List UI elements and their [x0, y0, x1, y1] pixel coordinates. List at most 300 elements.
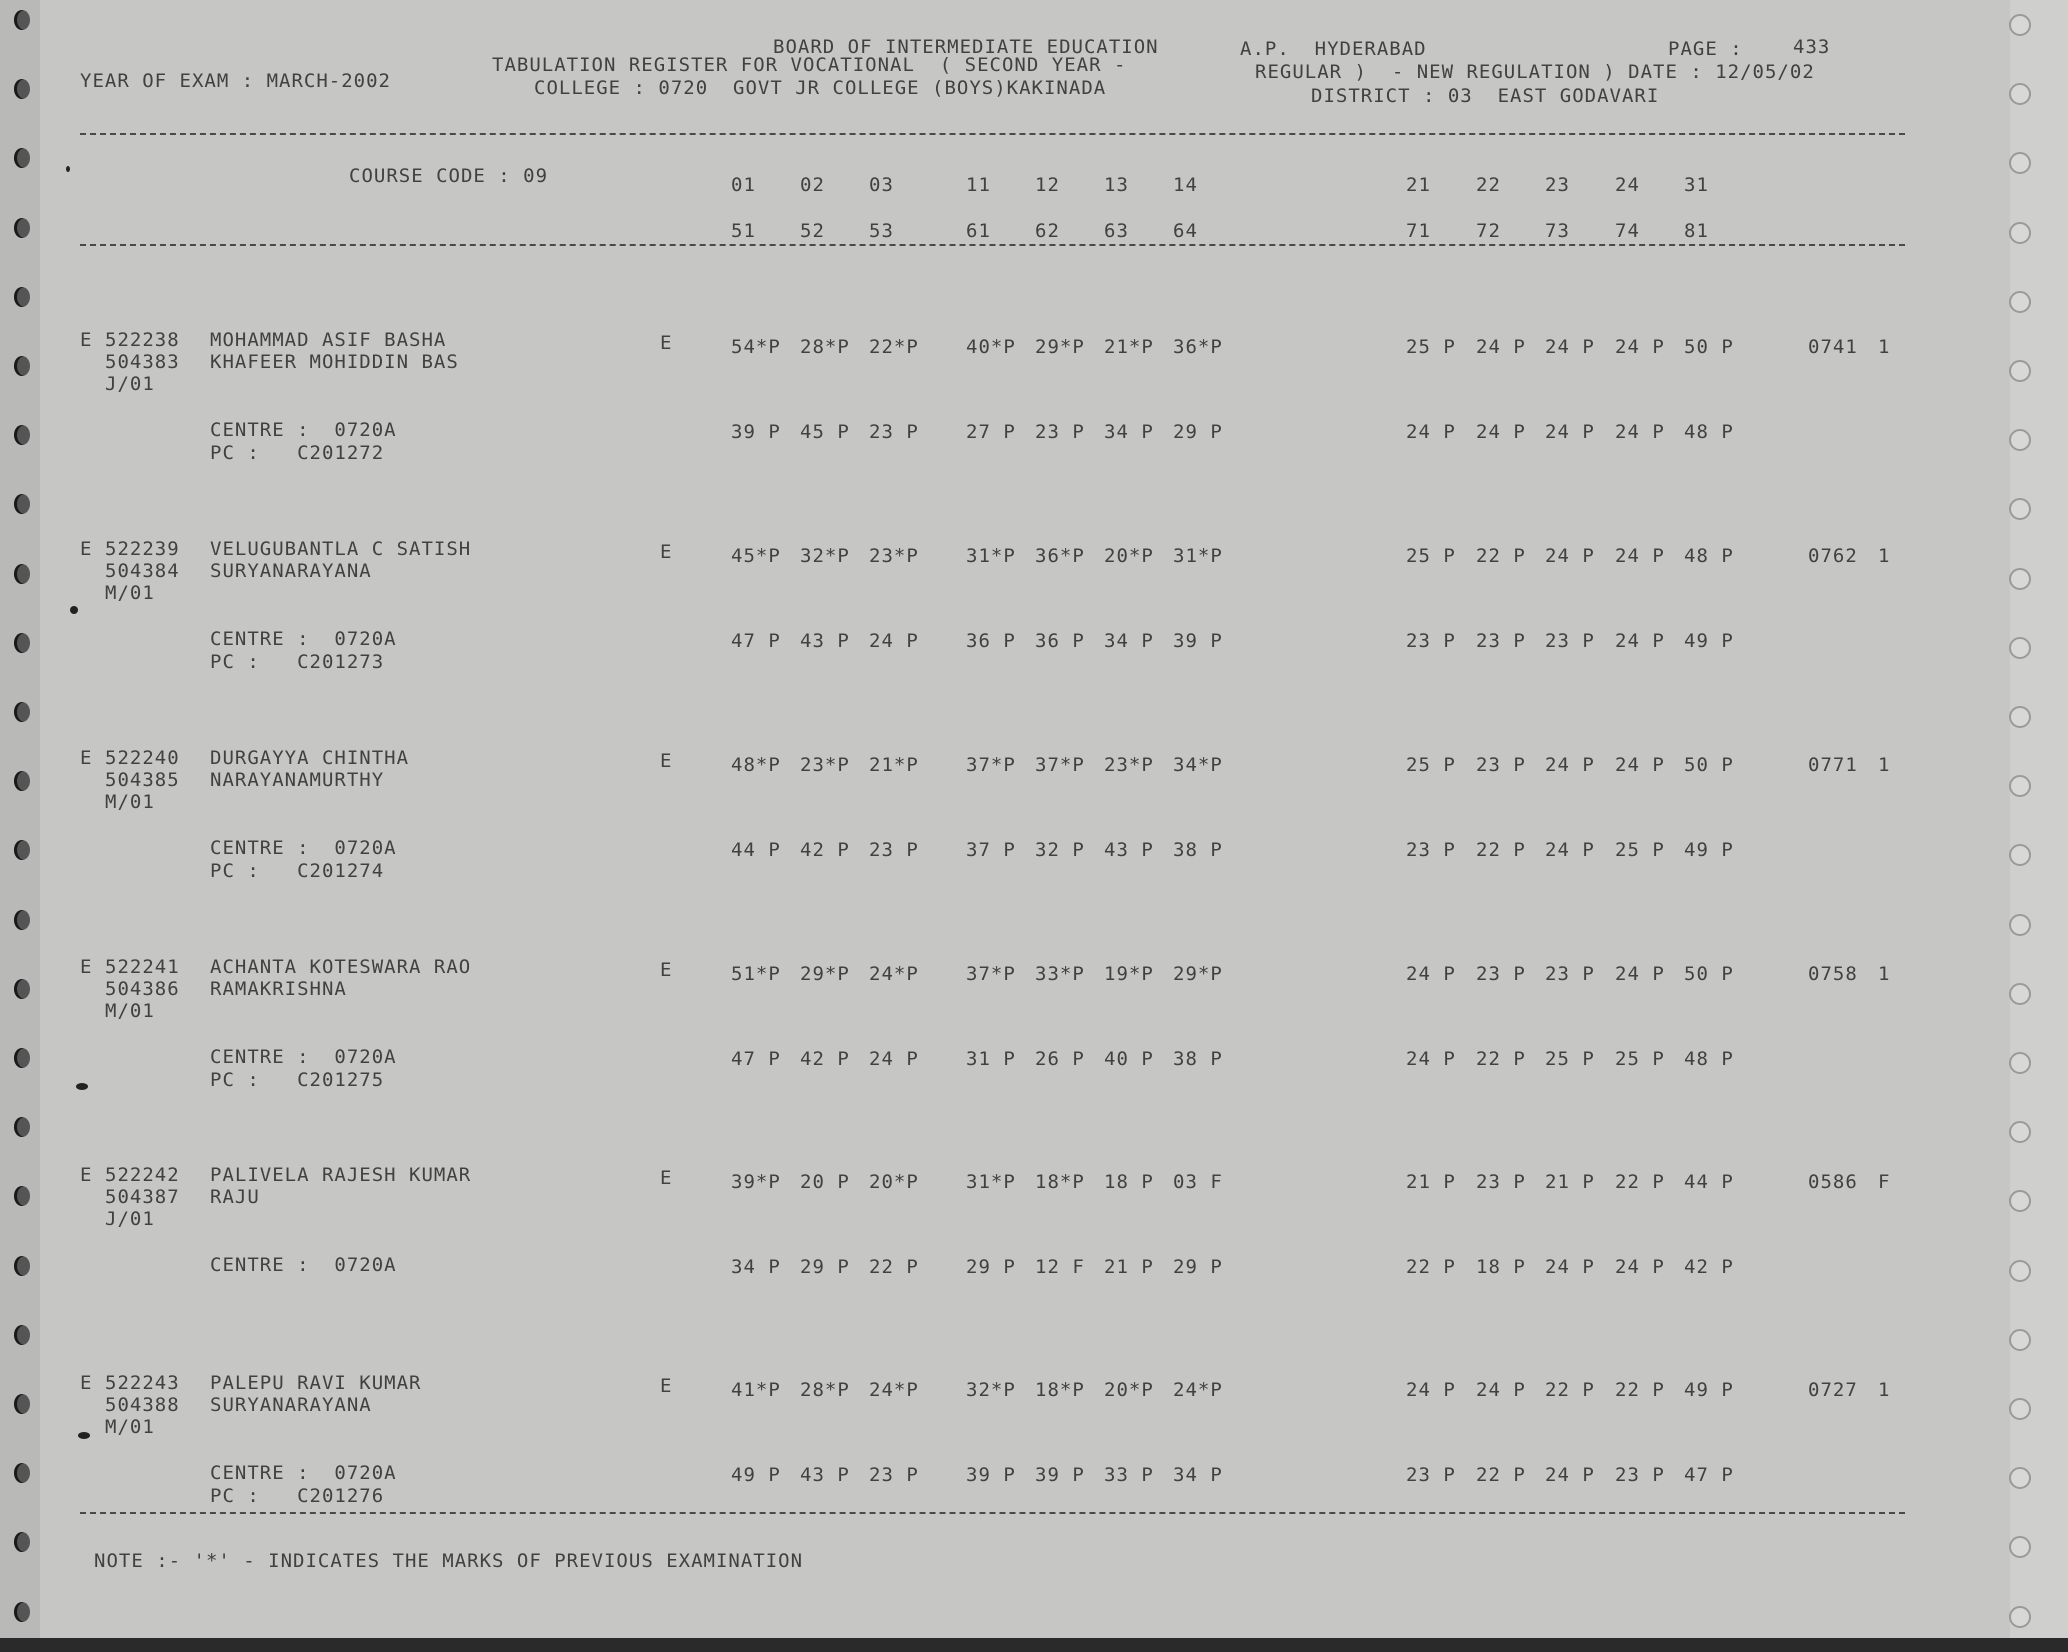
mark-cell: 23 P: [1476, 1171, 1526, 1193]
mark-cell: 48 P: [1684, 421, 1734, 443]
feed-hole: [14, 1256, 30, 1276]
mark-cell: 20*P: [1104, 545, 1154, 567]
ink-mark: [78, 1432, 90, 1439]
mark-cell: 36 P: [966, 630, 1016, 652]
roll-number: 504383: [105, 351, 180, 373]
mark-cell: 24*P: [869, 963, 919, 985]
mark-cell: 23*P: [800, 754, 850, 776]
category: M/01: [105, 1416, 155, 1438]
reg-prefix: E: [80, 329, 93, 351]
mark-cell: 47 P: [1684, 1464, 1734, 1486]
reg-number: 522243: [105, 1372, 180, 1394]
mark-cell: 27 P: [966, 421, 1016, 443]
mark-cell: 34 P: [731, 1256, 781, 1278]
subject-code: 62: [1035, 220, 1060, 242]
mark-cell: 23*P: [1104, 754, 1154, 776]
feed-hole: [2009, 1398, 2031, 1420]
mark-cell: 40*P: [966, 336, 1016, 358]
feed-hole: [14, 1532, 30, 1552]
mark-cell: 42 P: [800, 1048, 850, 1070]
subject-code: 22: [1476, 174, 1501, 196]
feed-hole: [2009, 983, 2031, 1005]
student-name: ACHANTA KOTESWARA RAO: [210, 956, 472, 978]
mark-cell: 29 P: [966, 1256, 1016, 1278]
mark-cell: 50 P: [1684, 336, 1734, 358]
mark-cell: 29 P: [1173, 421, 1223, 443]
feed-hole: [14, 79, 30, 99]
mark-cell: 37 P: [966, 839, 1016, 861]
mark-cell: 29 P: [1173, 1256, 1223, 1278]
subject-code: 01: [731, 174, 756, 196]
ink-mark: [70, 606, 78, 614]
exam-centre: CENTRE : 0720A: [210, 837, 397, 859]
mark-cell: 18*P: [1035, 1379, 1085, 1401]
feed-hole: [2009, 429, 2031, 451]
scanner-edge: [0, 1638, 2068, 1652]
mark-cell: 29 P: [800, 1256, 850, 1278]
pc-number: PC : C201272: [210, 442, 385, 464]
subject-code: 11: [966, 174, 991, 196]
subject-code: 12: [1035, 174, 1060, 196]
mark-cell: 20 P: [800, 1171, 850, 1193]
mark-cell: 24 P: [1545, 1256, 1595, 1278]
subject-code: 13: [1104, 174, 1129, 196]
feed-hole: [14, 1325, 30, 1345]
mark-cell: 25 P: [1406, 336, 1456, 358]
mark-cell: 42 P: [1684, 1256, 1734, 1278]
exam-centre: CENTRE : 0720A: [210, 1046, 397, 1068]
mark-cell: 24 P: [869, 630, 919, 652]
mark-cell: 24 P: [1615, 421, 1665, 443]
medium: E: [660, 1375, 673, 1397]
mark-cell: 24 P: [1615, 1256, 1665, 1278]
mark-cell: 34 P: [1173, 1464, 1223, 1486]
mark-cell: 34 P: [1104, 421, 1154, 443]
mark-cell: 28*P: [800, 336, 850, 358]
mark-cell: 26 P: [1035, 1048, 1085, 1070]
board-place: A.P. HYDERABAD: [1240, 38, 1427, 60]
mark-cell: 34 P: [1104, 630, 1154, 652]
student-name: PALEPU RAVI KUMAR: [210, 1372, 422, 1394]
mark-cell: 22 P: [869, 1256, 919, 1278]
feed-hole: [14, 218, 30, 238]
feed-hole: [2009, 1260, 2031, 1282]
mark-cell: 34*P: [1173, 754, 1223, 776]
mark-cell: 48*P: [731, 754, 781, 776]
mark-cell: 22 P: [1545, 1379, 1595, 1401]
mark-cell: 23 P: [1406, 630, 1456, 652]
mark-cell: 38 P: [1173, 1048, 1223, 1070]
reg-prefix: E: [80, 1164, 93, 1186]
result: 1: [1878, 963, 1891, 985]
mark-cell: 24 P: [1615, 336, 1665, 358]
subject-code: 53: [869, 220, 894, 242]
student-name: MOHAMMAD ASIF BASHA: [210, 329, 447, 351]
mark-cell: 29*P: [1035, 336, 1085, 358]
mark-cell: 22 P: [1615, 1379, 1665, 1401]
mark-cell: 25 P: [1545, 1048, 1595, 1070]
result: 1: [1878, 545, 1891, 567]
footer-divider: [80, 1512, 1905, 1514]
mark-cell: 45*P: [731, 545, 781, 567]
mark-cell: 54*P: [731, 336, 781, 358]
page-label: PAGE :: [1668, 38, 1743, 60]
feed-hole: [2009, 152, 2031, 174]
result: 1: [1878, 336, 1891, 358]
category: M/01: [105, 582, 155, 604]
course-code: COURSE CODE : 09: [349, 165, 549, 187]
reg-number: 522239: [105, 538, 180, 560]
mark-cell: 47 P: [731, 630, 781, 652]
regulation-date: REGULAR ) - NEW REGULATION ) DATE : 12/05/02: [1255, 61, 1815, 83]
mark-cell: 44 P: [731, 839, 781, 861]
mark-cell: 23 P: [1035, 421, 1085, 443]
mark-cell: 39*P: [731, 1171, 781, 1193]
mark-cell: 36*P: [1035, 545, 1085, 567]
feed-hole: [14, 287, 30, 307]
total-marks: 0762: [1808, 545, 1858, 567]
feed-hole: [2009, 1329, 2031, 1351]
mark-cell: 31*P: [966, 1171, 1016, 1193]
feed-hole: [14, 148, 30, 168]
subject-code: 72: [1476, 220, 1501, 242]
mark-cell: 22 P: [1476, 545, 1526, 567]
mark-cell: 24 P: [1476, 1379, 1526, 1401]
total-marks: 0586: [1808, 1171, 1858, 1193]
feed-hole: [2009, 1121, 2031, 1143]
subject-code: 71: [1406, 220, 1431, 242]
mark-cell: 24 P: [1406, 1048, 1456, 1070]
total-marks: 0727: [1808, 1379, 1858, 1401]
mark-cell: 33*P: [1035, 963, 1085, 985]
mark-cell: 31 P: [966, 1048, 1016, 1070]
mark-cell: 43 P: [1104, 839, 1154, 861]
mark-cell: 23 P: [869, 839, 919, 861]
mark-cell: 23 P: [1476, 754, 1526, 776]
mark-cell: 25 P: [1406, 545, 1456, 567]
exam-centre: CENTRE : 0720A: [210, 628, 397, 650]
total-marks: 0771: [1808, 754, 1858, 776]
mark-cell: 24 P: [869, 1048, 919, 1070]
mark-cell: 32 P: [1035, 839, 1085, 861]
mark-cell: 21 P: [1406, 1171, 1456, 1193]
feed-hole: [2009, 914, 2031, 936]
feed-hole: [2009, 1467, 2031, 1489]
mark-cell: 32*P: [966, 1379, 1016, 1401]
exam-centre: CENTRE : 0720A: [210, 1254, 397, 1276]
feed-hole: [2009, 291, 2031, 313]
mark-cell: 24 P: [1476, 421, 1526, 443]
mark-cell: 23 P: [1545, 963, 1595, 985]
category: J/01: [105, 1208, 155, 1230]
mark-cell: 19*P: [1104, 963, 1154, 985]
year-of-exam: YEAR OF EXAM : MARCH-2002: [80, 70, 391, 92]
feed-hole: [14, 633, 30, 653]
mark-cell: 23*P: [869, 545, 919, 567]
mark-cell: 49 P: [1684, 1379, 1734, 1401]
subject-code: 61: [966, 220, 991, 242]
mark-cell: 37*P: [1035, 754, 1085, 776]
mark-cell: 33 P: [1104, 1464, 1154, 1486]
mark-cell: 24 P: [1545, 545, 1595, 567]
reg-prefix: E: [80, 747, 93, 769]
mark-cell: 24 P: [1545, 421, 1595, 443]
feed-hole: [2009, 844, 2031, 866]
feed-hole: [2009, 637, 2031, 659]
father-name: SURYANARAYANA: [210, 560, 372, 582]
mark-cell: 12 F: [1035, 1256, 1085, 1278]
feed-hole: [14, 10, 30, 30]
reg-number: 522238: [105, 329, 180, 351]
feed-hole: [14, 425, 30, 445]
mark-cell: 18 P: [1476, 1256, 1526, 1278]
mark-cell: 31*P: [1173, 545, 1223, 567]
subject-code: 64: [1173, 220, 1198, 242]
mark-cell: 24 P: [1545, 1464, 1595, 1486]
feed-hole: [2009, 1536, 2031, 1558]
subject-code: 73: [1545, 220, 1570, 242]
mark-cell: 24 P: [1615, 630, 1665, 652]
result: 1: [1878, 1379, 1891, 1401]
mark-cell: 24 P: [1406, 963, 1456, 985]
pc-number: PC : C201275: [210, 1069, 385, 1091]
mark-cell: 24 P: [1476, 336, 1526, 358]
category: M/01: [105, 791, 155, 813]
mark-cell: 23 P: [1615, 1464, 1665, 1486]
mark-cell: 28*P: [800, 1379, 850, 1401]
feed-hole: [2009, 222, 2031, 244]
roll-number: 504385: [105, 769, 180, 791]
feed-hole: [14, 1186, 30, 1206]
mark-cell: 24 P: [1406, 1379, 1456, 1401]
mark-cell: 24*P: [1173, 1379, 1223, 1401]
page-number: 433: [1793, 36, 1831, 58]
subject-code: 74: [1615, 220, 1640, 242]
feed-hole: [14, 771, 30, 791]
subject-code: 31: [1684, 174, 1709, 196]
mark-cell: 41*P: [731, 1379, 781, 1401]
feed-hole: [14, 1048, 30, 1068]
feed-hole: [2009, 360, 2031, 382]
mark-cell: 37*P: [966, 754, 1016, 776]
mark-cell: 37*P: [966, 963, 1016, 985]
mark-cell: 23 P: [1545, 630, 1595, 652]
mark-cell: 29*P: [1173, 963, 1223, 985]
medium: E: [660, 332, 673, 354]
subject-code: 21: [1406, 174, 1431, 196]
exam-centre: CENTRE : 0720A: [210, 1462, 397, 1484]
subject-code: 52: [800, 220, 825, 242]
mark-cell: 42 P: [800, 839, 850, 861]
feed-hole: [2009, 1606, 2031, 1628]
mark-cell: 21 P: [1104, 1256, 1154, 1278]
subject-code: 02: [800, 174, 825, 196]
mark-cell: 36 P: [1035, 630, 1085, 652]
medium: E: [660, 541, 673, 563]
mark-cell: 24 P: [1615, 754, 1665, 776]
result: 1: [1878, 754, 1891, 776]
feed-hole: [2009, 1052, 2031, 1074]
course-divider: [80, 244, 1905, 246]
feed-hole: [2009, 775, 2031, 797]
mark-cell: 48 P: [1684, 545, 1734, 567]
total-marks: 0741: [1808, 336, 1858, 358]
feed-hole: [14, 702, 30, 722]
feed-hole: [14, 1394, 30, 1414]
reg-prefix: E: [80, 956, 93, 978]
feed-hole: [2009, 568, 2031, 590]
feed-hole: [2009, 1190, 2031, 1212]
mark-cell: 20*P: [1104, 1379, 1154, 1401]
mark-cell: 43 P: [800, 630, 850, 652]
subject-code: 03: [869, 174, 894, 196]
mark-cell: 18 P: [1104, 1171, 1154, 1193]
mark-cell: 50 P: [1684, 963, 1734, 985]
student-name: PALIVELA RAJESH KUMAR: [210, 1164, 472, 1186]
result: F: [1878, 1171, 1891, 1193]
feed-hole: [14, 1463, 30, 1483]
exam-centre: CENTRE : 0720A: [210, 419, 397, 441]
mark-cell: 48 P: [1684, 1048, 1734, 1070]
medium: E: [660, 959, 673, 981]
father-name: RAJU: [210, 1186, 260, 1208]
mark-cell: 31*P: [966, 545, 1016, 567]
mark-cell: 47 P: [731, 1048, 781, 1070]
mark-cell: 25 P: [1615, 1048, 1665, 1070]
student-name: VELUGUBANTLA C SATISH: [210, 538, 472, 560]
reg-prefix: E: [80, 1372, 93, 1394]
mark-cell: 25 P: [1406, 754, 1456, 776]
mark-cell: 24 P: [1615, 963, 1665, 985]
father-name: NARAYANAMURTHY: [210, 769, 385, 791]
mark-cell: 38 P: [1173, 839, 1223, 861]
mark-cell: 22 P: [1406, 1256, 1456, 1278]
board-name: BOARD OF INTERMEDIATE EDUCATION: [773, 36, 1159, 58]
mark-cell: 39 P: [1035, 1464, 1085, 1486]
mark-cell: 40 P: [1104, 1048, 1154, 1070]
college-line: COLLEGE : 0720 GOVT JR COLLEGE (BOYS)KAKINADA: [534, 77, 1107, 99]
reg-number: 522240: [105, 747, 180, 769]
reg-prefix: E: [80, 538, 93, 560]
mark-cell: 23 P: [869, 1464, 919, 1486]
father-name: KHAFEER MOHIDDIN BAS: [210, 351, 459, 373]
mark-cell: 18*P: [1035, 1171, 1085, 1193]
category: M/01: [105, 1000, 155, 1022]
mark-cell: 20*P: [869, 1171, 919, 1193]
feed-hole: [14, 910, 30, 930]
subject-code: 23: [1545, 174, 1570, 196]
roll-number: 504386: [105, 978, 180, 1000]
mark-cell: 39 P: [1173, 630, 1223, 652]
feed-hole: [14, 1117, 30, 1137]
mark-cell: 25 P: [1615, 839, 1665, 861]
mark-cell: 21*P: [1104, 336, 1154, 358]
category: J/01: [105, 373, 155, 395]
father-name: SURYANARAYANA: [210, 1394, 372, 1416]
mark-cell: 24 P: [1615, 545, 1665, 567]
mark-cell: 24 P: [1545, 754, 1595, 776]
footer-note: NOTE :- '*' - INDICATES THE MARKS OF PREVIOUS EXAMINATION: [94, 1550, 804, 1572]
feed-hole: [14, 840, 30, 860]
mark-cell: 23 P: [1406, 839, 1456, 861]
mark-cell: 36*P: [1173, 336, 1223, 358]
mark-cell: 23 P: [869, 421, 919, 443]
mark-cell: 23 P: [1476, 963, 1526, 985]
feed-hole: [2009, 83, 2031, 105]
mark-cell: 39 P: [731, 421, 781, 443]
mark-cell: 50 P: [1684, 754, 1734, 776]
student-name: DURGAYYA CHINTHA: [210, 747, 410, 769]
mark-cell: 22 P: [1476, 1048, 1526, 1070]
mark-cell: 22*P: [869, 336, 919, 358]
subject-code: 14: [1173, 174, 1198, 196]
mark-cell: 24 P: [1545, 336, 1595, 358]
mark-cell: 21*P: [869, 754, 919, 776]
mark-cell: 39 P: [966, 1464, 1016, 1486]
register-title: TABULATION REGISTER FOR VOCATIONAL ( SECOND YEAR -: [492, 54, 1127, 76]
medium: E: [660, 750, 673, 772]
reg-number: 522242: [105, 1164, 180, 1186]
medium: E: [660, 1167, 673, 1189]
roll-number: 504387: [105, 1186, 180, 1208]
mark-cell: 22 P: [1615, 1171, 1665, 1193]
feed-hole: [14, 494, 30, 514]
feed-hole: [14, 564, 30, 584]
mark-cell: 49 P: [1684, 839, 1734, 861]
header-divider: [80, 133, 1905, 135]
mark-cell: 22 P: [1476, 839, 1526, 861]
mark-cell: 03 F: [1173, 1171, 1223, 1193]
subject-code: 51: [731, 220, 756, 242]
feed-hole: [2009, 498, 2031, 520]
feed-hole: [14, 1602, 30, 1622]
feed-hole: [2009, 14, 2031, 36]
mark-cell: 32*P: [800, 545, 850, 567]
father-name: RAMAKRISHNA: [210, 978, 347, 1000]
feed-hole: [14, 979, 30, 999]
ink-mark: [66, 166, 70, 172]
ink-mark: [76, 1083, 88, 1090]
mark-cell: 23 P: [1406, 1464, 1456, 1486]
mark-cell: 49 P: [1684, 630, 1734, 652]
pc-number: PC : C201276: [210, 1485, 385, 1507]
roll-number: 504388: [105, 1394, 180, 1416]
roll-number: 504384: [105, 560, 180, 582]
mark-cell: 22 P: [1476, 1464, 1526, 1486]
mark-cell: 21 P: [1545, 1171, 1595, 1193]
district-line: DISTRICT : 03 EAST GODAVARI: [1311, 85, 1660, 107]
reg-number: 522241: [105, 956, 180, 978]
feed-hole: [2009, 706, 2031, 728]
mark-cell: 45 P: [800, 421, 850, 443]
total-marks: 0758: [1808, 963, 1858, 985]
subject-code: 24: [1615, 174, 1640, 196]
mark-cell: 24*P: [869, 1379, 919, 1401]
mark-cell: 24 P: [1406, 421, 1456, 443]
pc-number: PC : C201273: [210, 651, 385, 673]
feed-hole: [14, 356, 30, 376]
subject-code: 63: [1104, 220, 1129, 242]
mark-cell: 51*P: [731, 963, 781, 985]
mark-cell: 24 P: [1545, 839, 1595, 861]
pc-number: PC : C201274: [210, 860, 385, 882]
mark-cell: 23 P: [1476, 630, 1526, 652]
mark-cell: 29*P: [800, 963, 850, 985]
mark-cell: 43 P: [800, 1464, 850, 1486]
mark-cell: 44 P: [1684, 1171, 1734, 1193]
subject-code: 81: [1684, 220, 1709, 242]
mark-cell: 49 P: [731, 1464, 781, 1486]
